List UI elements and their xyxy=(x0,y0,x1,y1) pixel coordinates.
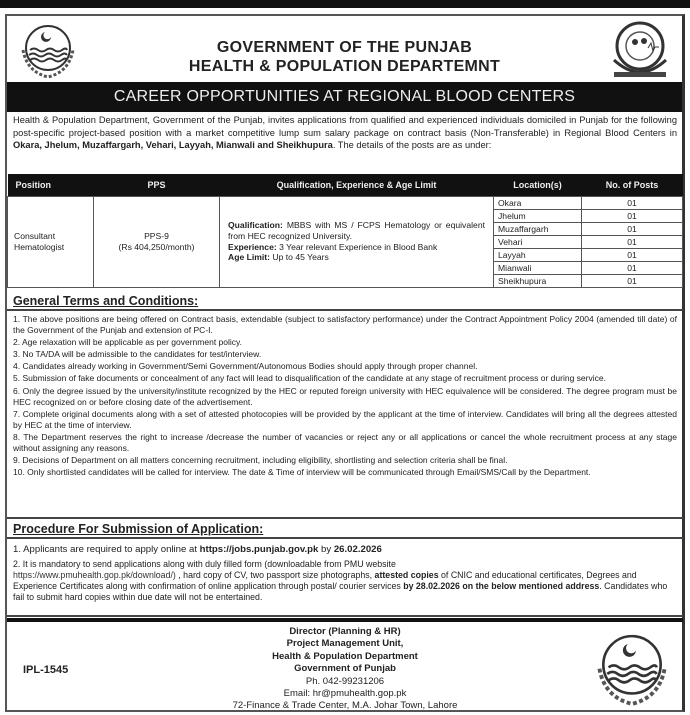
location-cell: Sheikhupura xyxy=(494,274,582,287)
contact-title: Director (Planning & HR) xyxy=(289,626,401,637)
posts-cell: 01 xyxy=(582,274,683,287)
dept-title: HEALTH & POPULATION DEPARTEMNT xyxy=(188,58,501,75)
posts-cell: 01 xyxy=(582,248,683,261)
posts-cell: 01 xyxy=(582,209,683,222)
term-item: 10. Only shortlisted candidates will be called for interview. The date & Time of interview will be communicated through Email/SMS/Call by the Department. xyxy=(13,467,591,478)
term-item: 1. The above positions are being offered on Contract basis, extendable (subject to satisfactory performance) under the Contract Appointment Policy 2004 (amended till date) of the Government of the Punjab and extension of PC-I. xyxy=(13,314,677,336)
terms-heading: General Terms and Conditions: xyxy=(13,294,199,308)
org-title: GOVERNMENT OF THE PUNJAB xyxy=(216,39,473,56)
contact-gov: Government of Punjab xyxy=(294,663,396,675)
position-cell: Consultant Hematologist xyxy=(8,196,94,287)
posts-cell: 01 xyxy=(582,196,683,209)
header xyxy=(7,16,682,82)
posts-cell: 01 xyxy=(582,222,683,235)
punjab-emblem-icon xyxy=(589,628,675,712)
procedure-heading: Procedure For Submission of Application: xyxy=(13,522,264,536)
intro-paragraph: Health & Population Department, Government of the Punjab, invites applications from qualified and experienced individuals domiciled in Punjab for the following post-specific project-based position with a market competitive lump sum salary package on contract basis (Non-Transferable) in Regional Blood Centers in Okara, Jhelum, Muzaffargarh, Vehari, Layyah, Mianwali and Sheikhupura. The details of the posts are as under: xyxy=(13,115,677,150)
location-cell: Vehari xyxy=(494,235,582,248)
term-item: 8. The Department reserves the right to increase /decrease the number of vacancies or reject any or all applications or cancel the whole recruitment process at any stage without assigning any reasons. xyxy=(13,431,677,454)
punjab-emblem-icon xyxy=(15,20,81,82)
term-item: 2. Age relaxation will be applicable as per government policy. xyxy=(13,337,243,348)
contact-unit: Project Management Unit, xyxy=(286,638,404,650)
page-banner: CAREER OPPORTUNITIES AT REGIONAL BLOOD CENTERS xyxy=(7,82,682,112)
term-item: 3. No TA/DA will be admissible to the candidates for test/interview. xyxy=(13,349,262,360)
column-header: Qualification, Experience & Age Limit xyxy=(220,174,494,196)
posts-cell: 01 xyxy=(582,261,683,274)
location-cell: Jhelum xyxy=(494,209,582,222)
pmu-download-link[interactable]: https://www.pmuhealth.gop.pk/download/) xyxy=(13,570,176,581)
term-item: 7. Complete original documents along with a set of attested photocopies will be provided by the applicant at the time of interview. Candidates will bring all the degrees attested by HEC at the time of interview. xyxy=(13,408,677,430)
jobs-portal-link[interactable]: https://jobs.punjab.gov.pk xyxy=(199,544,319,555)
term-item: 4. Candidates already working in Government/Semi Government/Autonomous Bodies should apply through proper channel. xyxy=(13,361,478,372)
column-header: Location(s) xyxy=(494,174,582,196)
procedure-list: 1. Applicants are required to apply online at https://jobs.punjab.gov.pk by 26.02.2026 2. It is mandatory to send applications along with duly filled form (downloadable from PMU website https://www.pmuhealth.gop.pk/download/) , hard copy of CV, two passport size photographs, attested copies of CNIC and educational certificates, Degrees and Experience Certificates along with confirmation of online application through postal/ courier services by 28.02.2026 on the below mentioned address. Candidates who fail to submit hard copies within due date will not be entertained. xyxy=(7,537,683,617)
location-cell: Mianwali xyxy=(494,261,582,274)
column-header: PPS xyxy=(94,174,220,196)
health-department-logo-icon xyxy=(604,20,676,82)
term-item: 5. Submission of fake documents or concealment of any fact will lead to disqualification of the candidate at any stage of recruitment process or during service. xyxy=(13,373,606,384)
qualification-cell: Qualification: MBBS with MS / FCPS Hematology or equivalent from HEC recognized University. Experience: 3 Year relevant Experience in Blood Bank Age Limit: Up to 45 Years xyxy=(220,196,494,287)
term-item: 6. Only the degree issued by the university/institute recognized by the HEC or reputed foreign university with HEC equivalence will be considered. The degree program must be HEC recognized on or before closing date of the advertisement. xyxy=(13,385,677,407)
contact-phone: Ph. 042-99231206 xyxy=(305,675,385,687)
column-header: Position xyxy=(8,174,94,196)
table-row xyxy=(8,196,683,209)
location-cell: Layyah xyxy=(494,248,582,261)
top-rule xyxy=(0,0,690,8)
contact-email[interactable]: Email: hr@pmuhealth.gop.pk xyxy=(283,688,407,700)
posts-cell: 01 xyxy=(582,235,683,248)
contact-dept: Health & Population Department xyxy=(272,650,418,662)
location-cell: Okara xyxy=(494,196,582,209)
pps-cell: PPS-9 (Rs 404,250/month) xyxy=(94,196,220,287)
column-header: No. of Posts xyxy=(582,174,683,196)
contact-footer xyxy=(7,618,683,712)
contact-address: 72-Finance & Trade Center, M.A. Johar Town, Lahore xyxy=(232,700,458,712)
advertisement xyxy=(5,14,685,712)
location-cell: Muzaffargarh xyxy=(494,222,582,235)
terms-list xyxy=(7,309,683,519)
term-item: 9. Decisions of Department on all matters concerning recruitment, including eligibility, shortlisting and selection criteria shall be final. xyxy=(13,455,508,466)
posts-table xyxy=(7,174,683,288)
ad-reference: IPL-1545 xyxy=(23,664,69,676)
